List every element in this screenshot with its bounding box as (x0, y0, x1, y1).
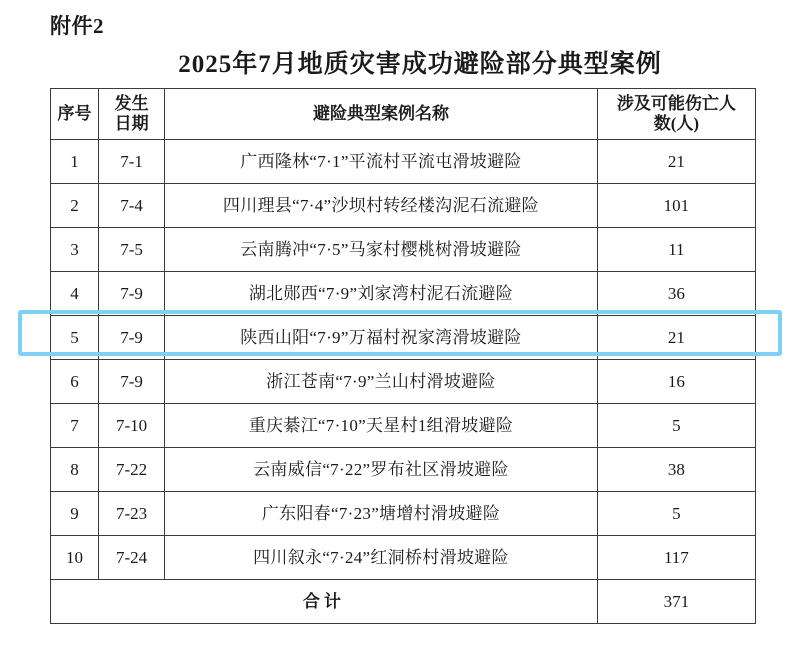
cell-no: 7 (51, 404, 99, 448)
column-header-date-line1: 发生 (114, 93, 149, 113)
cell-count: 5 (597, 492, 755, 536)
cell-date: 7-10 (99, 404, 165, 448)
table-header-row (51, 89, 756, 140)
cell-date: 7-23 (99, 492, 165, 536)
cell-no: 8 (51, 448, 99, 492)
table-row (51, 448, 756, 492)
cell-name: 湖北郧西“7·9”刘家湾村泥石流避险 (165, 272, 598, 316)
cell-name: 浙江苍南“7·9”兰山村滑坡避险 (165, 360, 598, 404)
table-row-highlighted (51, 316, 756, 360)
cell-name: 广西隆林“7·1”平流村平流屯滑坡避险 (165, 140, 598, 184)
table-row (51, 536, 756, 580)
table-row (51, 404, 756, 448)
cell-date: 7-9 (99, 272, 165, 316)
cell-date: 7-9 (99, 316, 165, 360)
attachment-label: 附件2 (50, 14, 104, 38)
cell-date: 7-9 (99, 360, 165, 404)
cell-date: 7-5 (99, 228, 165, 272)
column-header-count-line2: 数(人) (653, 114, 700, 133)
cell-date: 7-24 (99, 536, 165, 580)
cell-no: 6 (51, 360, 99, 404)
column-header-name: 避险典型案例名称 (165, 89, 598, 140)
cell-name: 广东阳春“7·23”塘增村滑坡避险 (165, 492, 598, 536)
cell-count: 21 (597, 316, 755, 360)
cell-name: 四川理县“7·4”沙坝村转经楼沟泥石流避险 (165, 184, 598, 228)
table-row (51, 184, 756, 228)
case-table-container (50, 88, 756, 624)
cell-no: 1 (51, 140, 99, 184)
column-header-count-line1: 涉及可能伤亡人 (616, 93, 736, 113)
table-row (51, 492, 756, 536)
cell-count: 38 (597, 448, 755, 492)
column-header-date-line2: 日期 (114, 114, 149, 133)
table-body (51, 140, 756, 624)
cell-name: 四川叙永“7·24”红洞桥村滑坡避险 (165, 536, 598, 580)
cell-no: 9 (51, 492, 99, 536)
cell-date: 7-22 (99, 448, 165, 492)
case-table (50, 88, 756, 624)
cell-no: 10 (51, 536, 99, 580)
cell-count: 101 (597, 184, 755, 228)
cell-count: 16 (597, 360, 755, 404)
total-value: 371 (597, 580, 755, 624)
cell-name: 重庆綦江“7·10”天星村1组滑坡避险 (165, 404, 598, 448)
column-header-no: 序号 (51, 89, 99, 140)
table-row (51, 272, 756, 316)
table-row (51, 360, 756, 404)
cell-count: 5 (597, 404, 755, 448)
table-row (51, 140, 756, 184)
total-label: 合计 (51, 580, 598, 624)
cell-count: 11 (597, 228, 755, 272)
cell-count: 21 (597, 140, 755, 184)
table-header (51, 89, 756, 140)
cell-date: 7-4 (99, 184, 165, 228)
column-header-count (597, 89, 755, 140)
cell-count: 117 (597, 536, 755, 580)
table-row (51, 228, 756, 272)
column-header-date (99, 89, 165, 140)
cell-name: 云南威信“7·22”罗布社区滑坡避险 (165, 448, 598, 492)
cell-name: 陕西山阳“7·9”万福村祝家湾滑坡避险 (165, 316, 598, 360)
cell-no: 3 (51, 228, 99, 272)
page-title: 2025年7月地质灾害成功避险部分典型案例 (178, 51, 662, 78)
cell-date: 7-1 (99, 140, 165, 184)
cell-name: 云南腾冲“7·5”马家村樱桃树滑坡避险 (165, 228, 598, 272)
table-total-row (51, 580, 756, 624)
cell-no: 2 (51, 184, 99, 228)
cell-no: 4 (51, 272, 99, 316)
cell-no: 5 (51, 316, 99, 360)
cell-count: 36 (597, 272, 755, 316)
